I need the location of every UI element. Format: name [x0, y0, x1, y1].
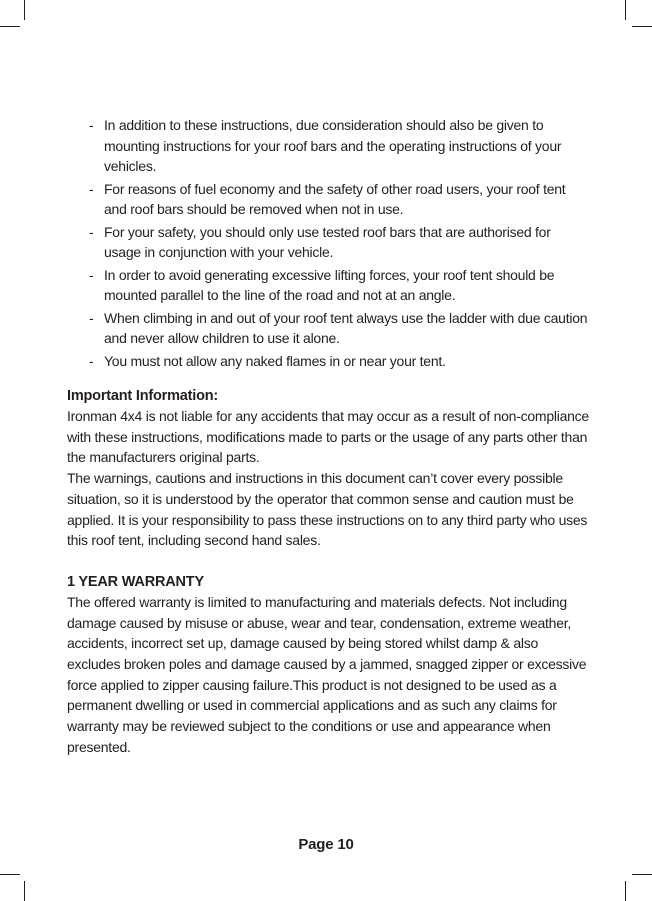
list-item-text: For your safety, you should only use tested roof bars that are authorised for usage in conjunction with your vehicle. [104, 223, 551, 260]
list-item [89, 308, 589, 349]
list-item-text: In addition to these instructions, due consideration should also be given to mounting instructions for your roof bars and the operating instructions of your vehicles. [104, 117, 562, 174]
list-item-text: When climbing in and out of your roof tent always use the ladder with due caution and never allow children to use it alone. [104, 309, 588, 346]
bullet-dash: - [89, 309, 94, 326]
crop-mark [0, 26, 20, 27]
crop-mark [625, 0, 626, 20]
crop-mark [24, 0, 25, 20]
list-item [89, 179, 589, 220]
warranty-paragraph: The offered warranty is limited to manufacturing and materials defects. Not including damage caused by misuse or abuse, wear and tear, condensation, extreme weather, accidents, incorrect set up, damage caused by being stored whilst damp & also excludes broken poles and damage caused by a jammed, snagged zipper or excessive force applied to zipper causing failure.This product is not designed to be used as a permanent dwelling or used in commercial applications and as such any claims for warranty may be reviewed subject to the conditions or use and appearance when presented. [67, 593, 587, 755]
important-information-heading: Important Information: [67, 388, 219, 404]
crop-mark [24, 881, 25, 901]
list-item [89, 115, 589, 177]
crop-mark [632, 26, 652, 27]
list-item [89, 222, 589, 263]
bullet-dash: - [89, 223, 94, 240]
bullet-dash: - [89, 352, 94, 369]
list-item [89, 265, 589, 306]
page-content [67, 115, 589, 758]
bullet-dash: - [89, 117, 94, 133]
list-item-text: You must not allow any naked flames in or near your tent. [104, 352, 446, 369]
crop-mark [0, 874, 20, 875]
list-item [89, 351, 589, 372]
bullet-dash: - [89, 180, 94, 197]
bullet-dash: - [89, 266, 94, 283]
crop-mark [625, 881, 626, 901]
list-item-text: For reasons of fuel economy and the safety of other road users, your roof tent and roof bars should be removed when not in use. [104, 180, 566, 217]
liability-paragraph: Ironman 4x4 is not liable for any accidents that may occur as a result of non-compliance with these instructions, modifications made to parts or the usage of any parts other than the manufacturers original parts. [67, 408, 589, 466]
list-item-text: In order to avoid generating excessive lifting forces, your roof tent should be mounted parallel to the line of the road and not at an angle. [104, 266, 555, 303]
page-number: Page 10 [298, 836, 354, 853]
instructions-list [67, 115, 589, 371]
warnings-paragraph: The warnings, cautions and instructions in this document can’t cover every possible situation, so it is understood by the operator that common sense and caution must be applied. It is your responsibility to pass these instructions on to any third party who uses this roof tent, including second hand sales. [67, 470, 588, 549]
warranty-heading: 1 YEAR WARRANTY [67, 573, 204, 590]
crop-mark [632, 874, 652, 875]
